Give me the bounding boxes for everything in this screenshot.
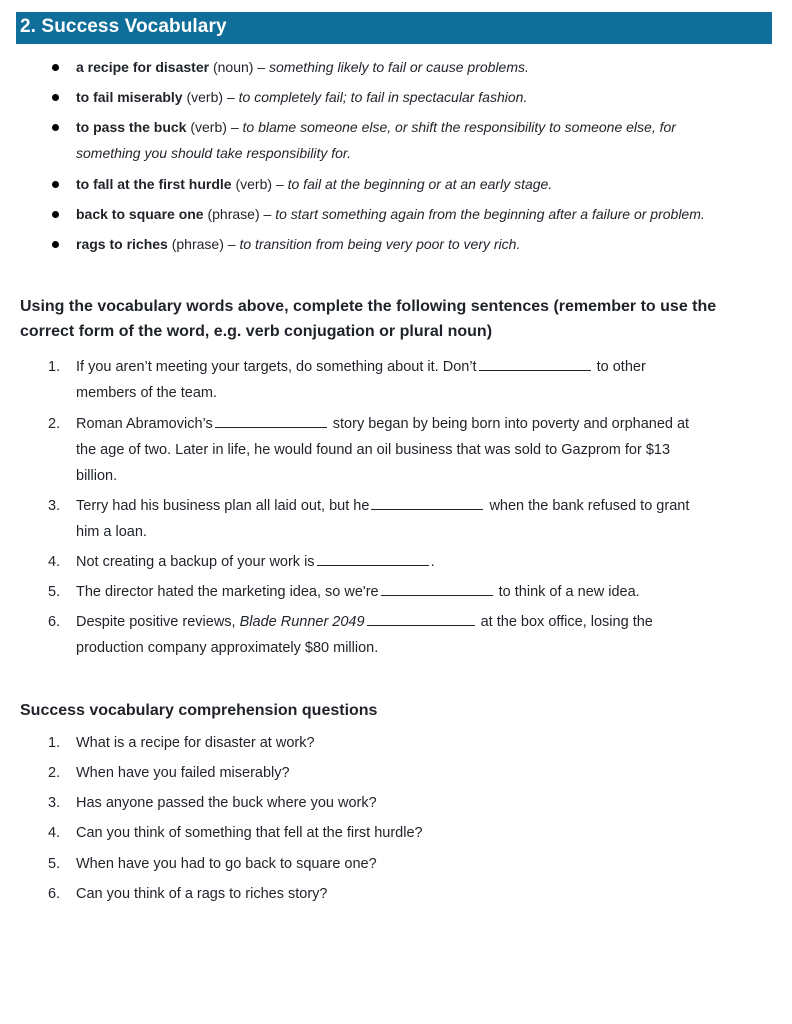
vocab-item <box>76 231 776 257</box>
section-title: 2. Success Vocabulary <box>20 16 227 37</box>
vocab-term: to fall at the first hurdle <box>76 176 232 192</box>
vocab-definition: something likely to fail or cause problems. <box>269 59 529 75</box>
sentence-part: when the bank refused to grant <box>489 498 690 514</box>
vocab-pos: (verb) <box>190 119 227 135</box>
vocab-definition: to blame someone else, or shift the responsibility to someone else, for <box>242 119 676 135</box>
vocab-term: a recipe for disaster <box>76 59 210 75</box>
bullet-icon <box>52 181 59 188</box>
vocab-pos: (phrase) <box>207 206 260 222</box>
vocab-dash: – <box>257 59 266 75</box>
sentence-part: to think of a new idea. <box>498 584 640 600</box>
sentence-part: Not creating a backup of your work is <box>76 554 315 570</box>
vocab-item <box>76 171 776 197</box>
item-number: 2. <box>48 765 61 781</box>
vocab-item <box>76 54 776 80</box>
vocab-dash: – <box>263 206 272 222</box>
vocab-definition-cont: something you should take responsibility for. <box>76 145 351 161</box>
item-number: 5. <box>48 856 61 872</box>
vocab-dash: – <box>227 236 236 252</box>
item-number: 6. <box>48 886 61 902</box>
vocab-definition: to completely fail; to fail in spectacular fashion. <box>238 89 528 105</box>
question-text: When have you failed miserably? <box>76 765 290 781</box>
sentence-part: If you aren’t meeting your targets, do something about it. Don’t <box>76 359 477 375</box>
vocab-dash: – <box>230 119 239 135</box>
item-number: 4. <box>48 554 61 570</box>
vocab-term: rags to riches <box>76 236 168 252</box>
vocab-item <box>76 84 776 110</box>
bullet-icon <box>52 211 59 218</box>
vocab-dash: – <box>275 176 284 192</box>
answer-blank[interactable] <box>317 549 429 566</box>
sentence-part: the age of two. Later in life, he would found an oil business that was sold to Gazprom for $13 <box>76 442 671 458</box>
vocab-pos: (verb) <box>235 176 273 192</box>
question-text: Has anyone passed the buck where you work? <box>76 795 377 811</box>
question-text: Can you think of something that fell at the first hurdle? <box>76 825 423 841</box>
sentence-end: . <box>430 554 435 570</box>
answer-blank[interactable] <box>479 354 591 371</box>
vocab-definition: to transition from being very poor to very rich. <box>239 236 521 252</box>
item-number: 6. <box>48 614 61 630</box>
sentence-part: to other <box>596 359 646 375</box>
exercise-heading <box>20 294 780 344</box>
exercise-heading-line2: correct form of the word, e.g. verb conjugation or plural noun) <box>20 323 493 340</box>
sentence-part: Roman Abramovich’s <box>76 416 213 432</box>
vocab-term: back to square one <box>76 206 204 222</box>
question-text: When have you had to go back to square one? <box>76 856 377 872</box>
item-number: 4. <box>48 825 61 841</box>
bullet-icon <box>52 64 59 71</box>
vocab-item <box>76 114 776 166</box>
sentence-part: at the box office, losing the <box>480 614 653 630</box>
item-number: 1. <box>48 359 61 375</box>
vocab-pos: (verb) <box>186 89 224 105</box>
vocab-dash: – <box>226 89 235 105</box>
vocab-definition: to fail at the beginning or at an early stage. <box>287 176 553 192</box>
answer-blank[interactable] <box>371 493 483 510</box>
sentence-part: Terry had his business plan all laid out, but he <box>76 498 370 514</box>
section-header-bar <box>16 12 772 44</box>
questions-heading: Success vocabulary comprehension questions <box>20 702 378 719</box>
sentence-part: Despite positive reviews, <box>76 614 236 630</box>
answer-blank[interactable] <box>367 609 475 626</box>
vocab-term: to fail miserably <box>76 89 183 105</box>
sentence-part: members of the team. <box>76 385 218 401</box>
sentence-part: him a loan. <box>76 524 147 540</box>
question-text: Can you think of a rags to riches story? <box>76 886 328 902</box>
item-number: 3. <box>48 795 61 811</box>
item-number: 2. <box>48 416 61 432</box>
item-number: 1. <box>48 735 61 751</box>
vocab-term: to pass the buck <box>76 119 187 135</box>
sentence-part: The director hated the marketing idea, so we're <box>76 584 379 600</box>
bullet-icon <box>52 94 59 101</box>
vocab-item <box>76 201 776 227</box>
vocab-pos: (phrase) <box>171 236 224 252</box>
sentence-part: story began by being born into poverty and orphaned at <box>332 416 690 432</box>
film-title: Blade Runner 2049 <box>239 614 365 630</box>
bullet-icon <box>52 241 59 248</box>
answer-blank[interactable] <box>215 411 327 428</box>
answer-blank[interactable] <box>381 579 493 596</box>
vocab-definition: to start something again from the beginning after a failure or problem. <box>275 206 705 222</box>
exercise-heading-line1: Using the vocabulary words above, complete the following sentences (remember to use the <box>20 298 717 315</box>
question-text: What is a recipe for disaster at work? <box>76 735 315 751</box>
vocab-pos: (noun) <box>212 59 254 75</box>
item-number: 5. <box>48 584 61 600</box>
sentence-part: billion. <box>76 468 118 484</box>
bullet-icon <box>52 124 59 131</box>
item-number: 3. <box>48 498 61 514</box>
sentence-part: production company approximately $80 million. <box>76 640 379 656</box>
